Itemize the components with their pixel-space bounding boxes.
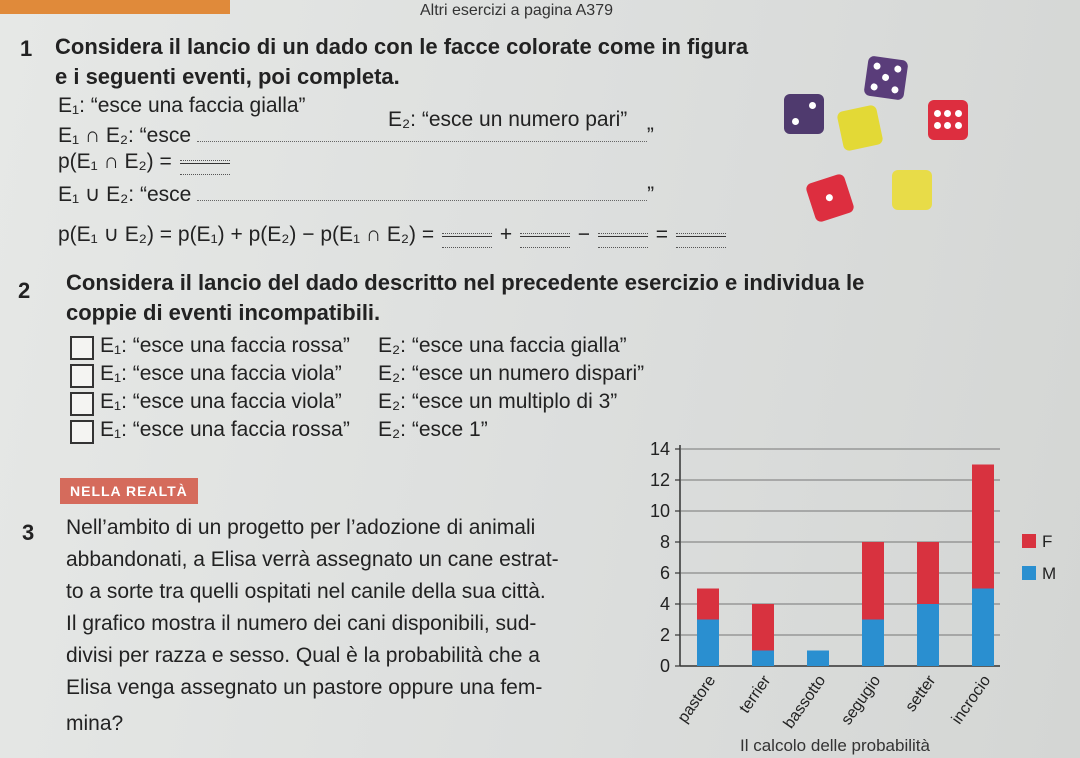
page-header: Altri esercizi a pagina A379 bbox=[420, 2, 613, 19]
option-1-e2: E₂: “esce una faccia gialla” bbox=[378, 334, 627, 357]
p-intersection-label: p(E₁ ∩ E₂) = bbox=[58, 150, 172, 174]
bar-bassotto-M bbox=[807, 651, 829, 667]
y-tick-label: 10 bbox=[649, 501, 670, 521]
bar-pastore-F bbox=[697, 589, 719, 620]
ex2-intro-1: Considera il lancio del dado descritto nel precedente esercizio e individua le bbox=[66, 270, 865, 295]
bar-incrocio-M bbox=[972, 589, 994, 667]
y-tick-label: 6 bbox=[659, 563, 670, 583]
x-tick-label: bassotto bbox=[780, 672, 830, 732]
nella-realta-badge: NELLA REALTÀ bbox=[60, 478, 198, 504]
option-3-e1: E₁: “esce una faccia viola” bbox=[100, 390, 342, 413]
quote: ” bbox=[647, 183, 655, 206]
ex3-line-5: divisi per razza e sesso. Qual è la probabilità che a bbox=[66, 644, 540, 667]
p-union-formula: p(E₁ ∪ E₂) = p(E₁) + p(E₂) − p(E₁ ∩ E₂) = bbox=[58, 223, 435, 246]
option-3-e2: E₂: “esce un multiplo di 3” bbox=[378, 390, 618, 413]
option-2-e1: E₁: “esce una faccia viola” bbox=[100, 362, 342, 385]
exercise-2-number: 2 bbox=[18, 278, 31, 303]
exercise-3-number: 3 bbox=[22, 520, 35, 545]
ex3-line-4: Il grafico mostra il numero dei cani disponibili, sud- bbox=[66, 612, 537, 635]
x-tick-label: terrier bbox=[736, 672, 775, 717]
quote: ” bbox=[646, 124, 654, 147]
option-1-e1: E₁: “esce una faccia rossa” bbox=[100, 334, 350, 357]
bar-setter-F bbox=[917, 542, 939, 604]
x-tick-label: pastore bbox=[674, 672, 720, 727]
option-2-e2: E₂: “esce un numero dispari” bbox=[378, 362, 645, 385]
legend-swatch-M bbox=[1022, 566, 1036, 580]
y-tick-label: 4 bbox=[659, 594, 670, 614]
plus-sign: + bbox=[499, 223, 513, 246]
union-label: E₁ ∪ E₂: “esce bbox=[58, 183, 192, 206]
legend-label-F: F bbox=[1042, 532, 1053, 551]
legend-swatch-F bbox=[1022, 534, 1036, 548]
bar-segugio-M bbox=[862, 620, 884, 667]
intersection-label: E₁ ∩ E₂: “esce bbox=[58, 124, 192, 147]
y-tick-label: 12 bbox=[649, 470, 670, 490]
bar-segugio-F bbox=[862, 542, 884, 620]
bar-terrier-M bbox=[752, 651, 774, 667]
option-4-e1: E₁: “esce una faccia rossa” bbox=[100, 418, 350, 441]
ex3-line-2: abbandonati, a Elisa verrà assegnato un cane estrat- bbox=[66, 548, 559, 571]
y-tick-label: 14 bbox=[649, 439, 670, 459]
bar-setter-M bbox=[917, 604, 939, 666]
ex1-intro-2: e i seguenti eventi, poi completa. bbox=[55, 64, 400, 89]
x-tick-label: segugio bbox=[838, 672, 885, 729]
ex3-line-7: mina? bbox=[66, 712, 124, 735]
minus-sign: − bbox=[577, 223, 591, 246]
ex1-intro-1: Considera il lancio di un dado con le facce colorate come in figura bbox=[55, 34, 749, 59]
ex3-line-3: to a sorte tra quelli ospitati nel canile della sua città. bbox=[66, 580, 546, 603]
option-4-e2: E₂: “esce 1” bbox=[378, 418, 488, 441]
y-tick-label: 8 bbox=[659, 532, 670, 552]
ex3-line-6: Elisa venga assegnato un pastore oppure una fem- bbox=[66, 676, 543, 699]
ex1-event-e2: E₂: “esce un numero pari” bbox=[388, 108, 628, 131]
bar-pastore-M bbox=[697, 620, 719, 667]
footer-chapter-title: Il calcolo delle probabilità bbox=[740, 736, 930, 755]
x-tick-label: setter bbox=[902, 672, 940, 716]
legend-label-M: M bbox=[1042, 564, 1057, 583]
y-tick-label: 2 bbox=[659, 625, 670, 645]
ex2-intro-2: coppie di eventi incompatibili. bbox=[66, 300, 381, 325]
bar-terrier-F bbox=[752, 604, 774, 651]
x-tick-label: incrocio bbox=[948, 672, 995, 728]
equals-sign: = bbox=[655, 223, 668, 246]
bar-incrocio-F bbox=[972, 465, 994, 589]
ex1-event-e1: E₁: “esce una faccia gialla” bbox=[58, 94, 306, 117]
y-tick-label: 0 bbox=[659, 656, 670, 676]
ex3-line-1: Nell’ambito di un progetto per l’adozione di animali bbox=[66, 516, 536, 539]
exercise-1-number: 1 bbox=[20, 36, 33, 61]
